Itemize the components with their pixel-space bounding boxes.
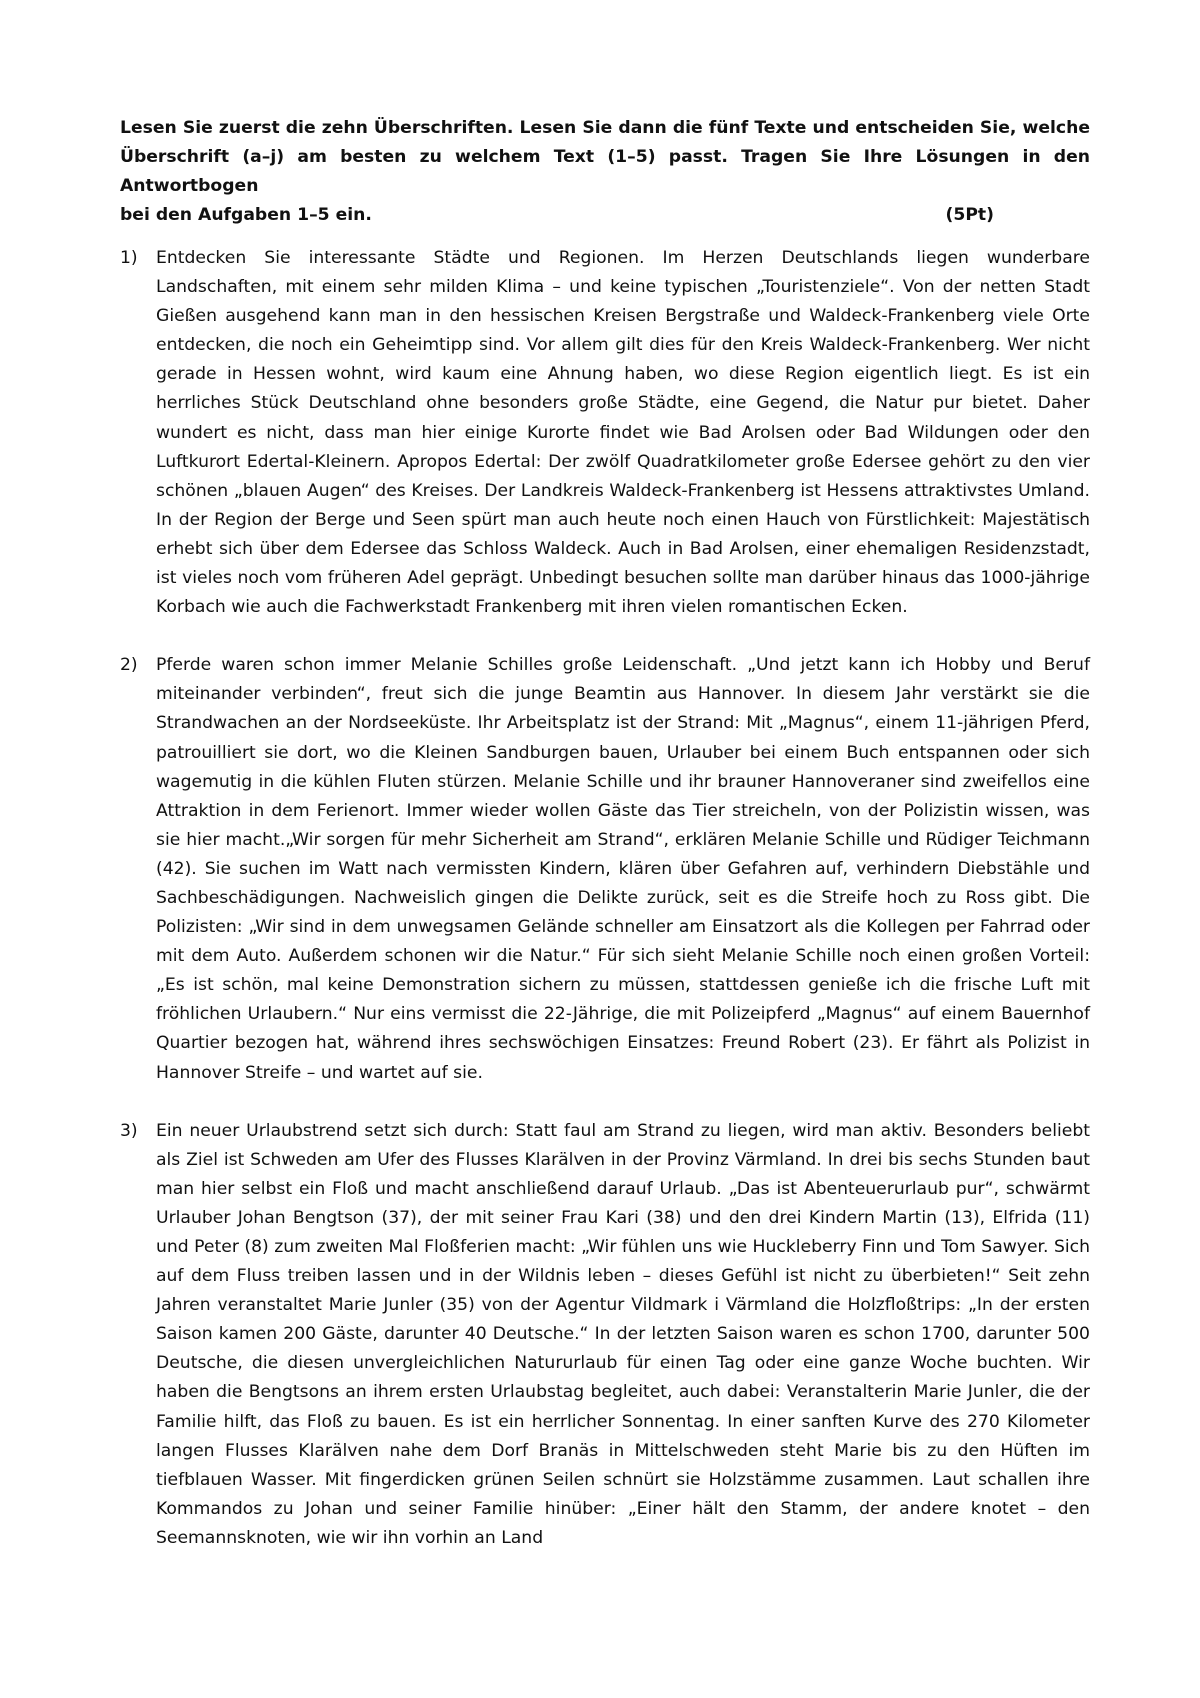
text-number: 3) [120,1120,138,1141]
text-number: 2) [120,655,138,676]
text-body: Entdecken Sie interessante Städte und Regionen. Im Herzen Deutschlands liegen wunderbare Landschaften, mit einem sehr milden Klima – und keine typischen „Touristenziele“. Von der netten Stadt Gießen ausgehend kann man in den hessischen Kreisen Bergstraße und Waldeck-Frankenberg viele Orte entdecken, die noch ein Geheimtipp sind. Vor allem gilt dies für den Kreis Waldeck-Frankenberg. Wer nicht gerade in Hessen wohnt, wird kaum eine Ahnung haben, wo diese Region eigentlich liegt. Es ist ein herrliches Stück Deutschland ohne besonders große Städte, eine Gegend, die Natur pur bietet. Daher wundert es nicht, dass man hier einige Kurorte findet wie Bad Arolsen oder Bad Wildungen oder den Luftkurort Edertal-Kleinern. Apropos Edertal: Der zwölf Quadratkilometer große Edersee gehört zu den vier schönen „blauen Augen“ des Kreises. Der Landkreis Waldeck-Frankenberg ist Hessens attraktivstes Umland. In der Region der Berge und Seen spürt man auch heute noch einen Hauch von Fürstlichkeit: Majestätisch erhebt sich über dem Edersee das Schloss Waldeck. Auch in Bad Arolsen, einer ehemaligen Residenzstadt, ist vieles noch vom früheren Adel geprägt. Unbedingt besuchen sollte man darüber hinaus das 1000-jährige Korbach wie auch die Fachwerkstadt Frankenberg mit ihren vielen romantischen Ecken. [156,248,1090,618]
text-item [120,651,1090,1087]
text-body: Pferde waren schon immer Melanie Schilles große Leidenschaft. „Und jetzt kann ich Hobby und Beruf miteinander verbinden“, freut sich die junge Beamtin aus Hannover. In diesem Jahr verstärkt sie die Strandwachen an der Nordseeküste. Ihr Arbeitsplatz ist der Strand: Mit „Magnus“, einem 11-jährigen Pferd, patrouilliert sie dort, wo die Kleinen Sandburgen bauen, Urlauber bei einem Buch entspannen oder sich wagemutig in die kühlen Fluten stürzen. Melanie Schille und ihr brauner Hannoveraner sind zweifellos eine Attraktion in dem Ferienort. Immer wieder wollen Gäste das Tier streicheln, von der Polizistin wissen, was sie hier macht.„Wir sorgen für mehr Sicherheit am Strand“, erklären Melanie Schille und Rüdiger Teichmann (42). Sie suchen im Watt nach vermissten Kindern, klären über Gefahren auf, verhindern Diebstähle und Sachbeschädigungen. Nachweislich gingen die Delikte zurück, seit es die Streife hoch zu Ross gibt. Die Polizisten: „Wir sind in dem unwegsamen Gelände schneller am Einsatzort als die Kollegen per Fahrrad oder mit dem Auto. Außerdem schonen wir die Natur.“ Für sich sieht Melanie Schille noch einen großen Vorteil: „Es ist schön, mal keine Demonstration sichern zu müssen, stattdessen genieße ich die frische Luft mit fröhlichen Urlaubern.“ Nur eins vermisst die 22-Jährige, die mit Polizeipferd „Magnus“ auf einem Bauernhof Quartier bezogen hat, während ihres sechswöchigen Einsatzes: Freund Robert (23). Er fährt als Polizist in Hannover Streife – und wartet auf sie. [156,655,1090,1083]
task-instructions-end: bei den Aufgaben 1–5 ein. [120,205,372,225]
text-item [120,1117,1090,1553]
text-item [120,244,1090,622]
text-body: Ein neuer Urlaubstrend setzt sich durch: Statt faul am Strand zu liegen, wird man aktiv. Besonders beliebt als Ziel ist Schweden am Ufer des Flusses Klarälven in der Provinz Värmland. In drei bis sechs Stunden baut man hier selbst ein Floß und macht anschließend darauf Urlaub. „Das ist Abenteuerurlaub pur“, schwärmt Urlauber Johan Bengtson (37), der mit seiner Frau Kari (38) und den drei Kindern Martin (13), Elfrida (11) und Peter (8) zum zweiten Mal Floßferien macht: „Wir fühlen uns wie Huckleberry Finn und Tom Sawyer. Sich auf dem Fluss treiben lassen und in der Wildnis leben – dieses Gefühl ist nicht zu überbieten!“ Seit zehn Jahren veranstaltet Marie Junler (35) von der Agentur Vildmark i Värmland die Holzfloßtrips: „In der ersten Saison kamen 200 Gäste, darunter 40 Deutsche.“ In der letzten Saison waren es schon 1700, darunter 500 Deutsche, die diesen unvergleichlichen Natururlaub für einen Tag oder eine ganze Woche buchten. Wir haben die Bengtsons an ihrem ersten Urlaubstag begleitet, auch dabei: Veranstalterin Marie Junler, die der Familie hilft, das Floß zu bauen. Es ist ein herrlicher Sonnentag. In einer sanften Kurve des 270 Kilometer langen Flusses Klarälven nahe dem Dorf Branäs in Mittelschweden steht Marie bis zu den Hüften im tiefblauen Wasser. Mit fingerdicken grünen Seilen schnürt sie Holzstämme zusammen. Laut schallen ihre Kommandos zu Johan und seiner Familie hinüber: „Einer hält den Stamm, der andere knotet – den Seemannsknoten, wie wir ihn vorhin an Land [156,1120,1090,1548]
points-label: (5Pt) [945,205,994,225]
task-instructions: Lesen Sie zuerst die zehn Überschriften. Lesen Sie dann die fünf Texte und entscheiden Sie, welche Überschrift (a–j) am besten zu welchem Text (1–5) passt. Tragen Sie Ihre Lösungen in den Antwortbogen [120,118,1090,196]
text-number: 1) [120,248,138,268]
task-instructions-last-line [120,201,1090,230]
